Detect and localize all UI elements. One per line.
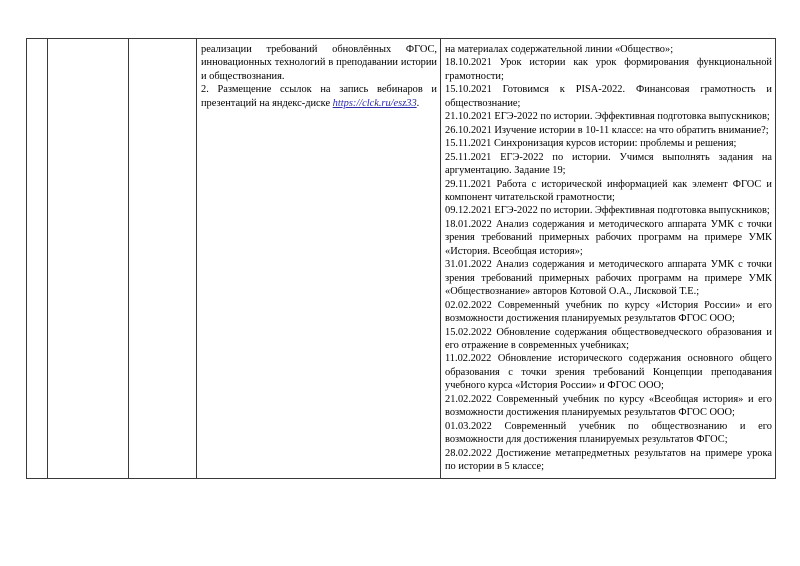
- description-paragraph-1: реализации требований обновлённых ФГОС, инновационных технологий в преподавании истории и обществознания.: [201, 44, 437, 82]
- description-paragraph-2-suffix: .: [416, 97, 420, 109]
- webinar-entry: 01.03.2022 Современный учебник по обществознанию и его возможности для достижения планируемых результатов ФГОС;: [445, 420, 772, 446]
- table-cell-description: [197, 39, 441, 479]
- cell-number-text: [27, 39, 47, 47]
- webinar-entry: 18.01.2022 Анализ содержания и методического аппарата УМК с точки зрения требований примерных рабочих программ на примере УМК «История. Всеобщая история»;: [445, 218, 772, 257]
- webinar-entries: [445, 56, 772, 473]
- description-paragraph-2-prefix: 2. Размещение ссылок на запись вебинаров и презентаций на яндекс-диске: [201, 84, 437, 109]
- webinar-entry: 26.10.2021 Изучение истории в 10-11 классе: на что обратить внимание?;: [445, 124, 769, 136]
- webinar-entry: 09.12.2021 ЕГЭ-2022 по истории. Эффективная подготовка выпускников;: [445, 205, 770, 217]
- webinar-entry: 31.01.2022 Анализ содержания и методического аппарата УМК с точки зрения требований примерных рабочих программ на примере УМК «Обществознание» авторов Котовой О.А., Лисковой Т.Е.;: [445, 259, 772, 298]
- webinar-entry: 11.02.2022 Обновление исторического содержания основного общего образования с точки зрения требований Концепции преподавания учебного курса «История России» и ФГОС ООО;: [445, 353, 772, 392]
- yandex-disk-link[interactable]: https://clck.ru/esz33: [332, 97, 417, 109]
- webinar-entry: 02.02.2022 Современный учебник по курсу «История России» и его возможности достижения планируемых результатов ФГОС ООО;: [445, 299, 772, 325]
- webinar-entry: 18.10.2021 Урок истории как урок формирования функциональной грамотности;: [445, 57, 772, 82]
- cell-deadline-text: [129, 39, 196, 47]
- table-cell-activity: [48, 39, 129, 479]
- webinar-entry: 21.02.2022 Современный учебник по курсу «Всеобщая история» и его возможности достижения планируемых результатов ФГОС ООО;: [445, 393, 772, 419]
- table-cell-webinar-list: [441, 39, 776, 479]
- webinar-entry: 28.02.2022 Достижение метапредметных результатов на примере урока по истории в 5 классе;: [445, 447, 772, 473]
- webinar-lead-in: на материалах содержательной линии «Общество»;: [445, 44, 674, 55]
- table-row: [27, 39, 776, 479]
- webinar-entry: 25.11.2021 ЕГЭ-2022 по истории. Учимся выполнять задания на аргументацию. Задание 19;: [445, 151, 772, 177]
- table-cell-deadline: [129, 39, 197, 479]
- table-cell-number: [27, 39, 48, 479]
- webinar-entry: 15.02.2022 Обновление содержания обществоведческого образования и его отражение в современных учебниках;: [445, 326, 772, 351]
- webinar-entry: 21.10.2021 ЕГЭ-2022 по истории. Эффективная подготовка выпускников;: [445, 111, 770, 123]
- webinar-list: [445, 43, 772, 474]
- webinar-entry: 15.11.2021 Синхронизация курсов истории: проблемы и решения;: [445, 138, 737, 150]
- webinar-entry: 29.11.2021 Работа с исторической информацией как элемент ФГОС и компонент читательской грамотности;: [445, 178, 772, 203]
- content-table: [26, 38, 776, 479]
- cell-activity-text: [48, 39, 128, 47]
- webinar-entry: 15.10.2021 Готовимся к PISA-2022. Финансовая грамотность и обществознание;: [445, 84, 772, 109]
- description-paragraph-2: [201, 83, 437, 110]
